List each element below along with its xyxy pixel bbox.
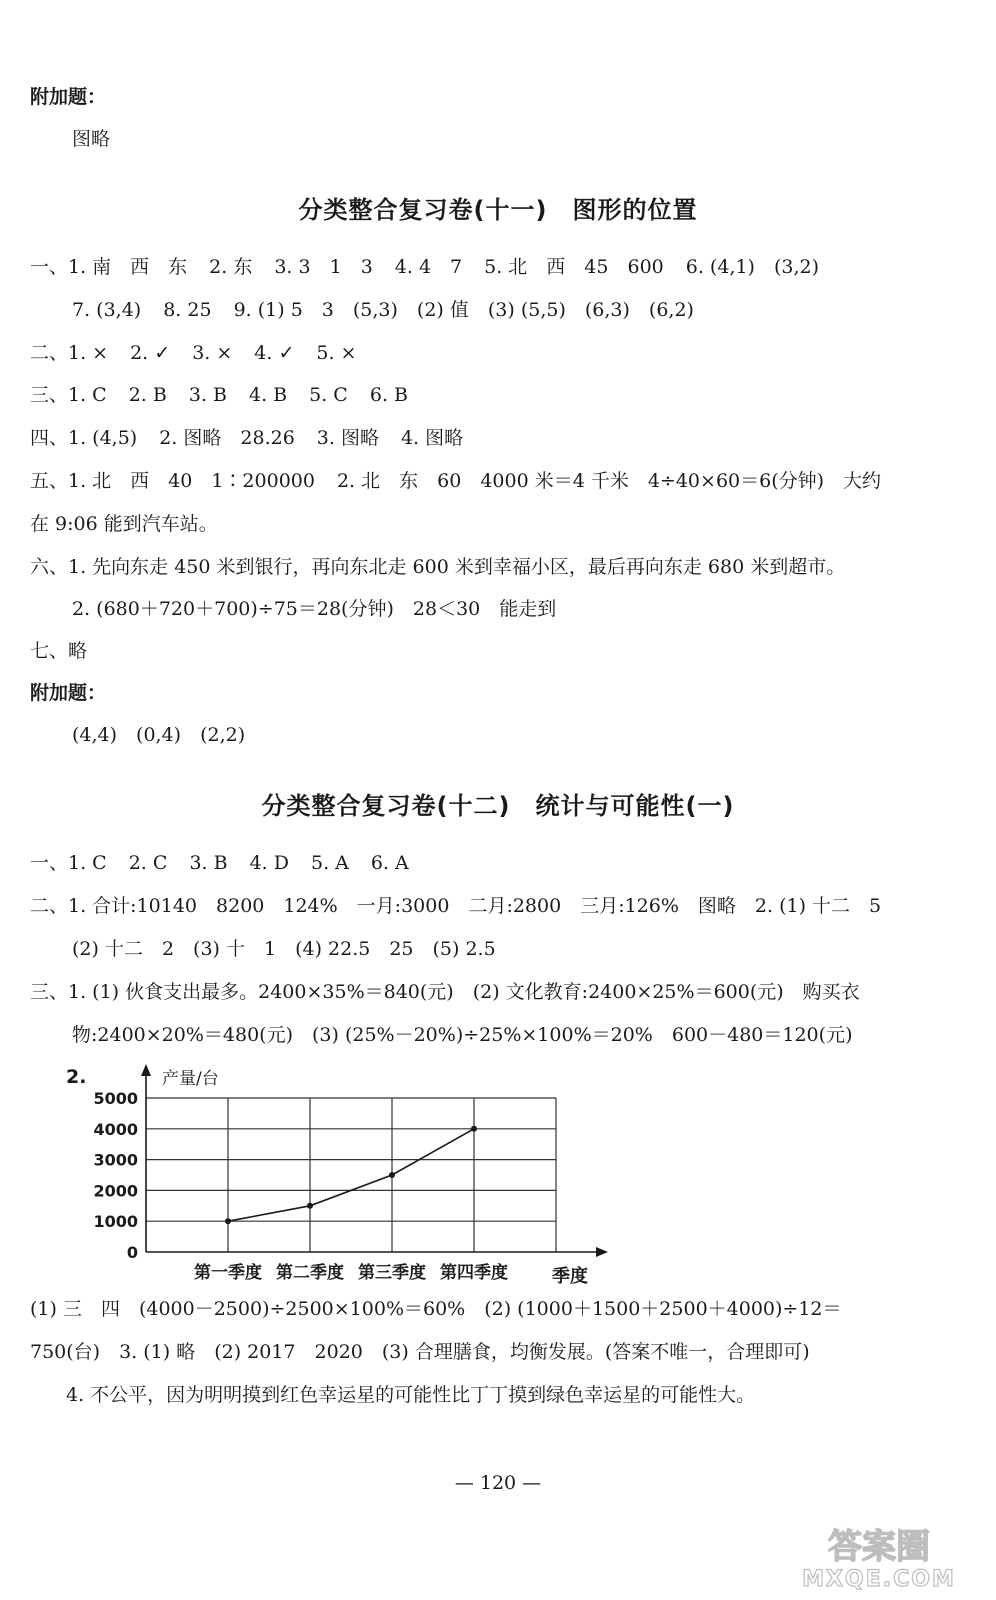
data-point xyxy=(471,1126,477,1132)
data-point xyxy=(225,1218,231,1224)
answer-group: 4. 4 7 xyxy=(394,256,463,278)
x-tick-label: 第二季度 xyxy=(276,1263,344,1283)
extra-question-answer: 图略 xyxy=(72,128,111,150)
sec11-line-9: 2. (680＋720＋700)÷75＝28(分钟) 28＜30 能走到 xyxy=(72,598,557,620)
y-axis-label: 产量/台 xyxy=(162,1069,219,1089)
answer-group: 一、1. 南 西 东 xyxy=(30,256,188,278)
y-tick-label: 2000 xyxy=(93,1181,138,1201)
sec11-line-8: 六、1. 先向东走 450 米到银行，再向东北走 600 米到幸福小区，最后再向东走 680 米到超市。 xyxy=(30,556,846,578)
y-tick-label: 4000 xyxy=(93,1119,138,1139)
answer-group: 9. (1) 5 3 (5,3) (2) 值 (3) (5,5) (6,3) (6,2) xyxy=(233,299,694,321)
page-number: — 120 — xyxy=(454,1472,542,1494)
section-title-12: 分类整合复习卷(十二) 统计与可能性(一) xyxy=(261,792,735,820)
sec11-line-5 xyxy=(30,425,463,451)
y-tick-label: 1000 xyxy=(93,1212,138,1232)
sec12-line-2: 二、1. 合计:10140 8200 124% 一月:3000 二月:2800 三月:126% 图略 2. (1) 十二 5 xyxy=(30,895,882,917)
sec12-line-6: (1) 三 四 (4000－2500)÷2500×100%＝60% (2) (1000＋1500＋2500＋4000)÷12＝ xyxy=(30,1298,842,1320)
x-tick-label: 第四季度 xyxy=(440,1263,508,1283)
extra-question-label: 附加题： xyxy=(30,86,107,108)
y-tick-label: 3000 xyxy=(93,1150,138,1170)
sec12-line-5: 物:2400×20%＝480(元) (3) (25%－20%)÷25%×100%＝20% 600－480＝120(元) xyxy=(72,1024,853,1046)
answer-group: 二、1. × xyxy=(30,342,109,364)
answer-group: 8. 25 xyxy=(163,299,212,321)
sec11-extra-label: 附加题： xyxy=(30,682,107,704)
x-axis-label: 季度 xyxy=(552,1266,588,1287)
sec11-line-2 xyxy=(72,297,694,323)
answer-group: 四、1. (4,5) xyxy=(30,427,138,449)
sec11-extra-answer: (4,4) (0,4) (2,2) xyxy=(72,724,246,746)
y-axis-arrow xyxy=(141,1064,151,1076)
production-line-chart xyxy=(0,1056,996,1296)
y-tick-label: 5000 xyxy=(93,1089,138,1108)
sec12-line-8: 4. 不公平，因为明明摸到红色幸运星的可能性比丁丁摸到绿色幸运星的可能性大。 xyxy=(66,1384,756,1406)
sec11-line-4 xyxy=(30,382,408,408)
answer-group: 3. 图略 xyxy=(316,427,379,449)
answer-group: 6. B xyxy=(369,384,408,406)
sec12-line-1 xyxy=(30,850,409,876)
answer-group: 3. B xyxy=(189,852,228,874)
sec11-line-10: 七、略 xyxy=(30,640,88,662)
x-axis-arrow xyxy=(596,1247,608,1257)
sec11-line-7: 在 9:06 能到汽车站。 xyxy=(30,513,218,535)
answer-group: 2. 北 东 60 4000 米＝4 千米 4÷40×60＝6(分钟) 大约 xyxy=(336,470,882,492)
answer-group: 7. (3,4) xyxy=(72,299,142,321)
answer-group: 4. 图略 xyxy=(400,427,464,449)
answer-group: 五、1. 北 西 40 1∶200000 xyxy=(30,470,315,492)
answer-group: 4. B xyxy=(249,384,288,406)
y-tick-label: 0 xyxy=(126,1243,138,1262)
data-point xyxy=(307,1203,313,1209)
section-title-11: 分类整合复习卷(十一) 图形的位置 xyxy=(298,196,698,224)
answer-group: 5. 北 西 45 600 xyxy=(484,256,664,278)
chart-grid xyxy=(146,1098,556,1252)
watermark-logo xyxy=(784,1520,974,1592)
answer-group: 6. (4,1) (3,2) xyxy=(685,256,820,278)
answer-group: 3. 3 1 3 xyxy=(274,256,373,278)
chart-question-number: 2. xyxy=(66,1066,87,1088)
y-tick-labels xyxy=(93,1089,138,1262)
sec12-line-4: 三、1. (1) 伙食支出最多。2400×35%＝840(元) (2) 文化教育:2400×25%＝600(元) 购买衣 xyxy=(30,981,860,1003)
sec12-line-7: 750(台) 3. (1) 略 (2) 2017 2020 (3) 合理膳食，均衡发展。(答案不唯一，合理即可) xyxy=(30,1341,810,1363)
answer-group: 2. B xyxy=(128,384,167,406)
answer-group: 4. ✓ xyxy=(254,342,295,364)
x-tick-label: 第三季度 xyxy=(358,1263,426,1283)
answer-group: 2. C xyxy=(128,852,168,874)
data-point xyxy=(389,1172,395,1178)
answer-group: 5. A xyxy=(310,852,349,874)
chart-axes xyxy=(141,1064,608,1257)
sec11-line-6 xyxy=(30,468,881,494)
watermark-url: MXQE.COM xyxy=(802,1567,956,1592)
answer-group: 3. × xyxy=(192,342,233,364)
sec12-line-3: (2) 十二 2 (3) 十 1 (4) 22.5 25 (5) 2.5 xyxy=(72,938,496,960)
sec11-line-3 xyxy=(30,340,356,366)
answer-group: 2. ✓ xyxy=(130,342,171,364)
watermark-text: 答案圈 xyxy=(828,1527,930,1567)
answer-group: 一、1. C xyxy=(30,852,107,874)
answer-group: 4. D xyxy=(249,852,289,874)
chart-series xyxy=(225,1126,477,1224)
answer-group: 6. A xyxy=(370,852,409,874)
x-tick-labels xyxy=(194,1262,508,1283)
answer-group: 3. B xyxy=(188,384,227,406)
sec11-line-1 xyxy=(30,254,819,280)
answer-group: 5. C xyxy=(309,384,348,406)
answer-group: 2. 东 xyxy=(209,256,253,278)
x-tick-label: 第一季度 xyxy=(194,1263,262,1283)
answer-group: 5. × xyxy=(316,342,357,364)
answer-group: 三、1. C xyxy=(30,384,107,406)
answer-group: 2. 图略 28.26 xyxy=(159,427,295,449)
series-line xyxy=(228,1129,474,1221)
